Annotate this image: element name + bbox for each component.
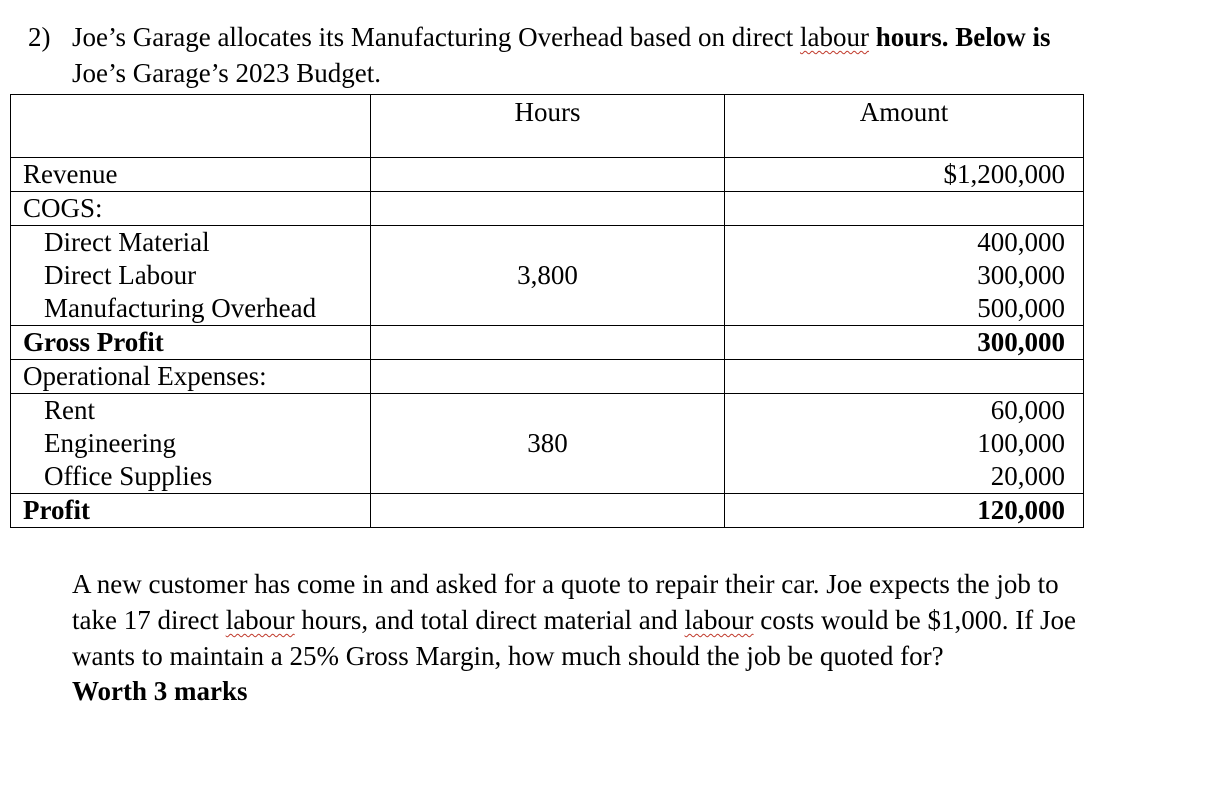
label-cell (11, 326, 371, 360)
scenario-line-2-text-b: hours, and total direct material and (294, 605, 685, 635)
spellcheck-word: labour (799, 22, 869, 52)
header-amount-label: Amount (859, 97, 949, 127)
table-row-opex-detail (11, 394, 1084, 494)
hours-cell (371, 158, 725, 192)
row-label: Revenue (23, 159, 118, 189)
hours-cell (371, 494, 725, 528)
table-header-row (11, 95, 1084, 158)
row-hours (371, 326, 724, 359)
table-row-profit (11, 494, 1084, 528)
label-cell (11, 158, 371, 192)
row-amount-engineering: 100,000 (977, 428, 1065, 458)
row-label-office-supplies: Office Supplies (44, 461, 213, 491)
row-amount: 120,000 (977, 495, 1065, 525)
label-cell (11, 494, 371, 528)
hours-cell (371, 226, 725, 326)
scenario-line-2-text-a: take 17 direct (72, 605, 226, 635)
amount-cell (725, 360, 1084, 394)
amount-cell (725, 394, 1084, 494)
table-row-cogs (11, 192, 1084, 226)
scenario-line-2-text-c: costs would be $1,000. If Joe (753, 605, 1076, 635)
row-label-direct-labour: Direct Labour (44, 260, 197, 290)
hours-cell (371, 394, 725, 494)
table-row-gross-profit (11, 326, 1084, 360)
spellcheck-word: labour (684, 605, 754, 635)
row-label-direct-material: Direct Material (44, 227, 210, 257)
scenario-line-2 (72, 602, 1076, 638)
row-amount (725, 192, 1083, 225)
amount-cell (725, 192, 1084, 226)
row-hours-engineering: 380 (527, 428, 568, 458)
row-hours (371, 360, 724, 393)
header-hours (371, 95, 725, 158)
row-hours-direct-labour: 3,800 (517, 260, 578, 290)
table-row-operational-expenses (11, 360, 1084, 394)
hours-cell (371, 326, 725, 360)
row-label: Profit (23, 495, 90, 525)
hours-cell (371, 360, 725, 394)
hours-cell (371, 192, 725, 226)
table-row-revenue (11, 158, 1084, 192)
header-blank (11, 95, 371, 158)
amount-cell (725, 226, 1084, 326)
budget-table (10, 94, 1084, 528)
row-label: COGS: (23, 193, 103, 223)
label-cell (11, 226, 371, 326)
row-hours-manufacturing-overhead (371, 292, 724, 325)
row-label: Gross Profit (23, 327, 164, 357)
header-amount (725, 95, 1084, 158)
marks-label: Worth 3 marks (72, 676, 248, 706)
row-hours (371, 494, 724, 527)
row-hours (371, 192, 724, 225)
row-hours (371, 158, 724, 191)
row-amount (725, 360, 1083, 393)
row-label-manufacturing-overhead: Manufacturing Overhead (44, 293, 317, 323)
question-line-1-text-a: Joe’s Garage allocates its Manufacturing Overhead based on direct (72, 22, 800, 52)
question-line-2: Joe’s Garage’s 2023 Budget. (72, 58, 381, 88)
scenario-line-3: wants to maintain a 25% Gross Margin, how much should the job be quoted for? (72, 641, 944, 671)
spellcheck-word: labour (225, 605, 295, 635)
row-amount-direct-labour: 300,000 (977, 260, 1065, 290)
row-label-rent: Rent (44, 395, 95, 425)
row-amount-office-supplies: 20,000 (990, 461, 1065, 491)
label-cell (11, 192, 371, 226)
amount-cell (725, 494, 1084, 528)
question-line-1-text-b: hours. Below is (868, 22, 1051, 52)
label-cell (11, 394, 371, 494)
question-line-1 (72, 20, 1051, 54)
question-number: 2) (28, 22, 51, 52)
table-row-cogs-detail (11, 226, 1084, 326)
row-label-engineering: Engineering (44, 428, 176, 458)
row-amount-direct-material: 400,000 (977, 227, 1065, 257)
label-cell (11, 360, 371, 394)
row-amount: 300,000 (977, 327, 1065, 357)
row-label: Operational Expenses: (23, 361, 267, 391)
row-hours-rent (371, 394, 724, 427)
amount-cell (725, 326, 1084, 360)
amount-cell (725, 158, 1084, 192)
row-hours-direct-material (371, 226, 724, 259)
row-amount: $1,200,000 (943, 159, 1065, 189)
row-amount-manufacturing-overhead: 500,000 (977, 293, 1065, 323)
scenario-line-1: A new customer has come in and asked for a quote to repair their car. Joe expects the job to (72, 569, 1059, 599)
row-hours-office-supplies (371, 460, 724, 493)
header-hours-label: Hours (514, 97, 581, 127)
row-amount-rent: 60,000 (990, 395, 1065, 425)
